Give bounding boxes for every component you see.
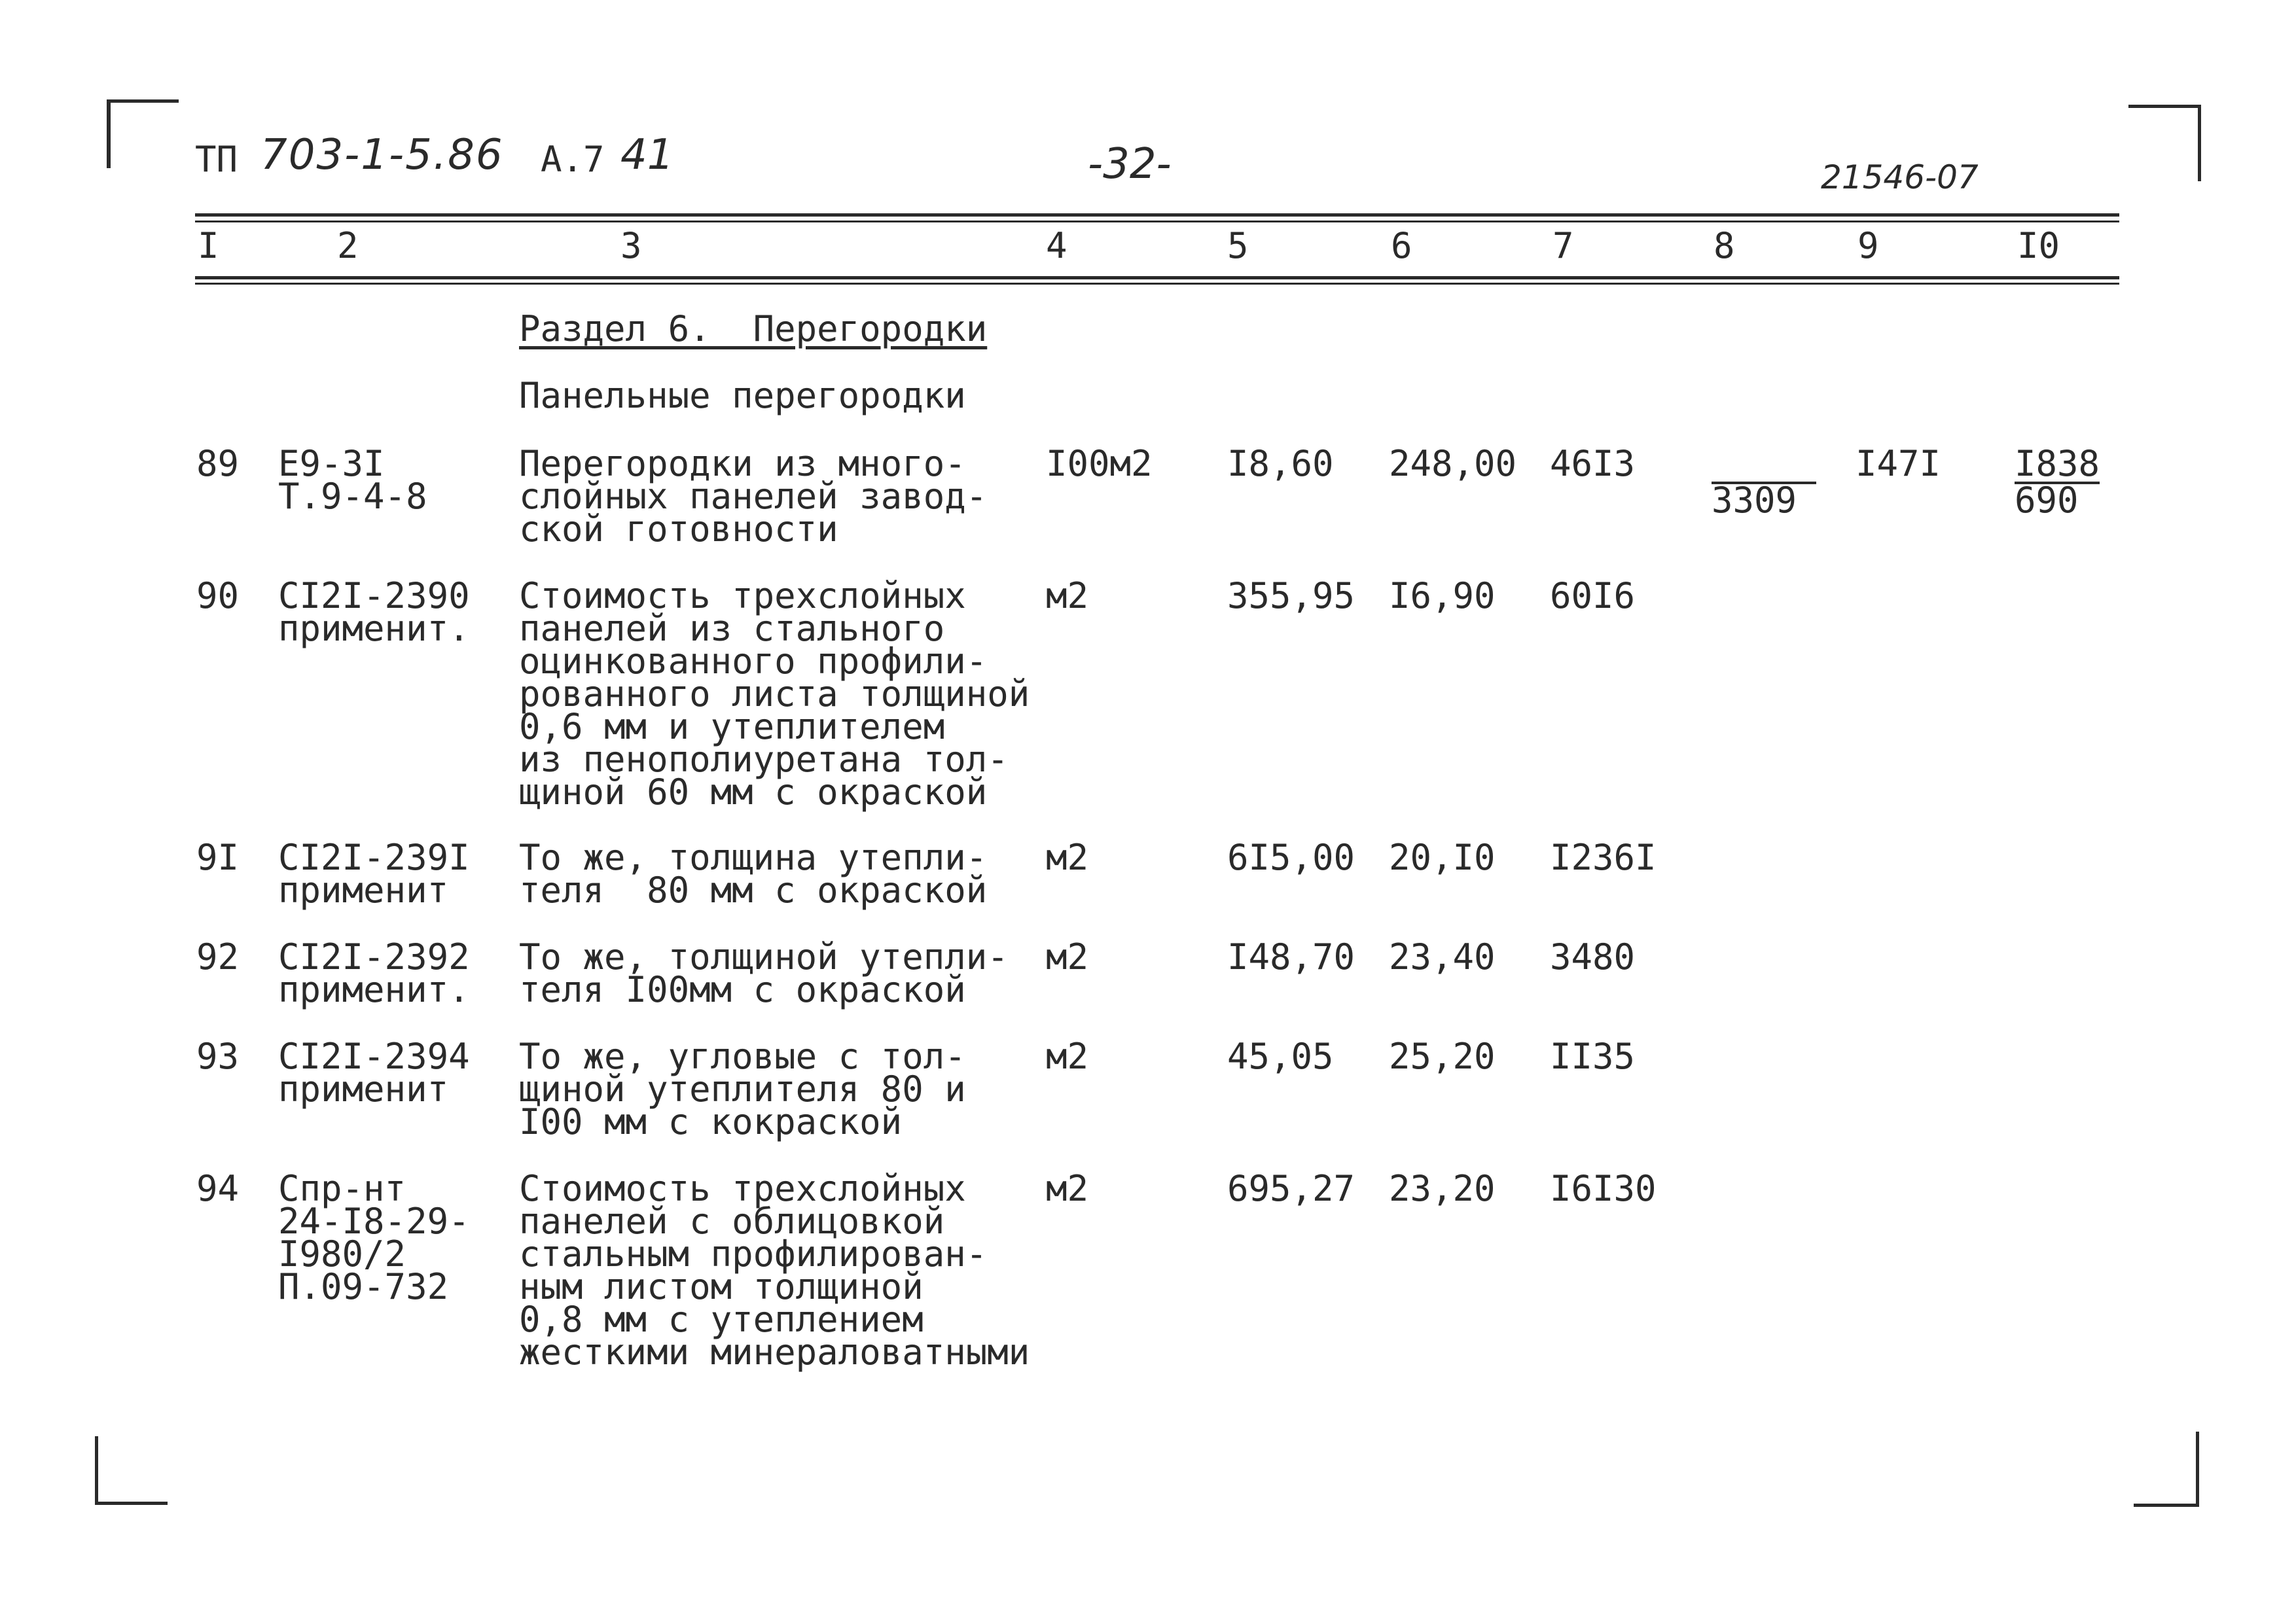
column-header-5: 5 <box>1227 225 1249 266</box>
column-header-rule-thin <box>195 283 2119 285</box>
doc-code-handwritten: 703-1-5.86 <box>260 131 504 179</box>
doc-reference: 21546-07 <box>1821 158 1979 196</box>
row-quantity: I48,70 <box>1227 936 1355 978</box>
row-total: 46I3 <box>1550 443 1636 484</box>
row-total: 3480 <box>1550 936 1636 978</box>
row-code: СI2I-2392 применит. <box>278 936 470 1010</box>
row-code: Спр-нт 24-I8-29- I980/2 П.09-732 <box>278 1168 470 1307</box>
row-col10-denominator: 690 <box>2015 480 2079 521</box>
frame-corner-top-left <box>107 99 179 168</box>
row-name: Стоимость трехслойных панелей из стального оцинкованного профили- рованного листа толщиной 0,6 мм и утеплителем из пенополиуретана тол- щиной 60 мм с окраской <box>519 575 1030 813</box>
column-header-8: 8 <box>1713 225 1735 266</box>
row-code: СI2I-2390 применит. <box>278 575 470 649</box>
row-col10-fraction <box>2015 443 2100 521</box>
column-header-10: I0 <box>2017 225 2060 266</box>
row-number: 92 <box>196 936 240 978</box>
row-name: То же, толщина утепли- теля 80 мм с окраской <box>519 837 988 911</box>
row-total: I6I30 <box>1550 1168 1657 1209</box>
column-header-3: 3 <box>620 225 642 266</box>
frame-corner-bottom-right <box>2134 1432 2199 1507</box>
row-col9: I47I <box>1856 443 1941 484</box>
section-title: Раздел 6. Перегородки <box>519 308 988 349</box>
row-unit: I00м2 <box>1046 443 1153 484</box>
row-code: СI2I-2394 применит <box>278 1036 470 1110</box>
row-name: То же, угловые с тол- щиной утеплителя 80 и I00 мм с кокраской <box>519 1036 966 1142</box>
row-number: 89 <box>196 443 240 484</box>
row-unit-price: 23,40 <box>1389 936 1496 978</box>
row-quantity: I8,60 <box>1227 443 1334 484</box>
doc-code-suffix: А.7 <box>541 139 605 180</box>
row-quantity: 45,05 <box>1227 1036 1334 1077</box>
row-col10-numerator: I838 <box>2015 443 2100 484</box>
row-total: I236I <box>1550 837 1657 878</box>
page-number: -32- <box>1088 140 1172 188</box>
column-header-7: 7 <box>1552 225 1574 266</box>
row-code: Е9-3I Т.9-4-8 <box>278 443 427 517</box>
row-col8-fraction <box>1712 448 1816 521</box>
row-total: II35 <box>1550 1036 1636 1077</box>
row-name: Перегородки из много- слойных панелей завод- ской готовности <box>519 443 988 550</box>
column-header-2: 2 <box>337 225 359 266</box>
doc-code-prefix: ТП <box>195 139 238 180</box>
column-header-9: 9 <box>1857 225 1879 266</box>
row-code: СI2I-239I применит <box>278 837 470 911</box>
row-unit: м2 <box>1046 1036 1089 1077</box>
row-quantity: 6I5,00 <box>1227 837 1355 878</box>
doc-code-handwritten-2: 41 <box>620 131 674 179</box>
row-unit: м2 <box>1046 1168 1089 1209</box>
column-header-4: 4 <box>1046 225 1067 266</box>
row-unit-price: 248,00 <box>1389 443 1517 484</box>
row-unit: м2 <box>1046 837 1089 878</box>
subsection-title: Панельные перегородки <box>519 375 966 416</box>
row-number: 9I <box>196 837 240 878</box>
row-name: Стоимость трехслойных панелей с облицовкой стальным профилирован- ным листом толщиной 0,8 мм с утеплением жесткими минераловатными <box>519 1168 1030 1373</box>
row-unit-price: I6,90 <box>1389 575 1496 616</box>
row-quantity: 355,95 <box>1227 575 1355 616</box>
row-number: 90 <box>196 575 240 616</box>
row-unit-price: 20,I0 <box>1389 837 1496 878</box>
row-col8-numerator <box>1712 448 1816 484</box>
frame-corner-top-right <box>2128 105 2201 181</box>
header-rule-thin <box>195 221 2119 222</box>
row-quantity: 695,27 <box>1227 1168 1355 1209</box>
row-col8-denominator: 3309 <box>1712 480 1797 521</box>
column-header-1: I <box>198 225 219 266</box>
column-header-rule <box>195 276 2119 279</box>
row-name: То же, толщиной утепли- теля I00мм с окраской <box>519 936 1009 1010</box>
row-unit-price: 25,20 <box>1389 1036 1496 1077</box>
row-number: 93 <box>196 1036 240 1077</box>
header-rule <box>195 213 2119 217</box>
column-header-6: 6 <box>1391 225 1412 266</box>
row-unit-price: 23,20 <box>1389 1168 1496 1209</box>
frame-corner-bottom-left <box>95 1436 168 1505</box>
row-unit: м2 <box>1046 936 1089 978</box>
row-unit: м2 <box>1046 575 1089 616</box>
row-total: 60I6 <box>1550 575 1636 616</box>
row-number: 94 <box>196 1168 240 1209</box>
